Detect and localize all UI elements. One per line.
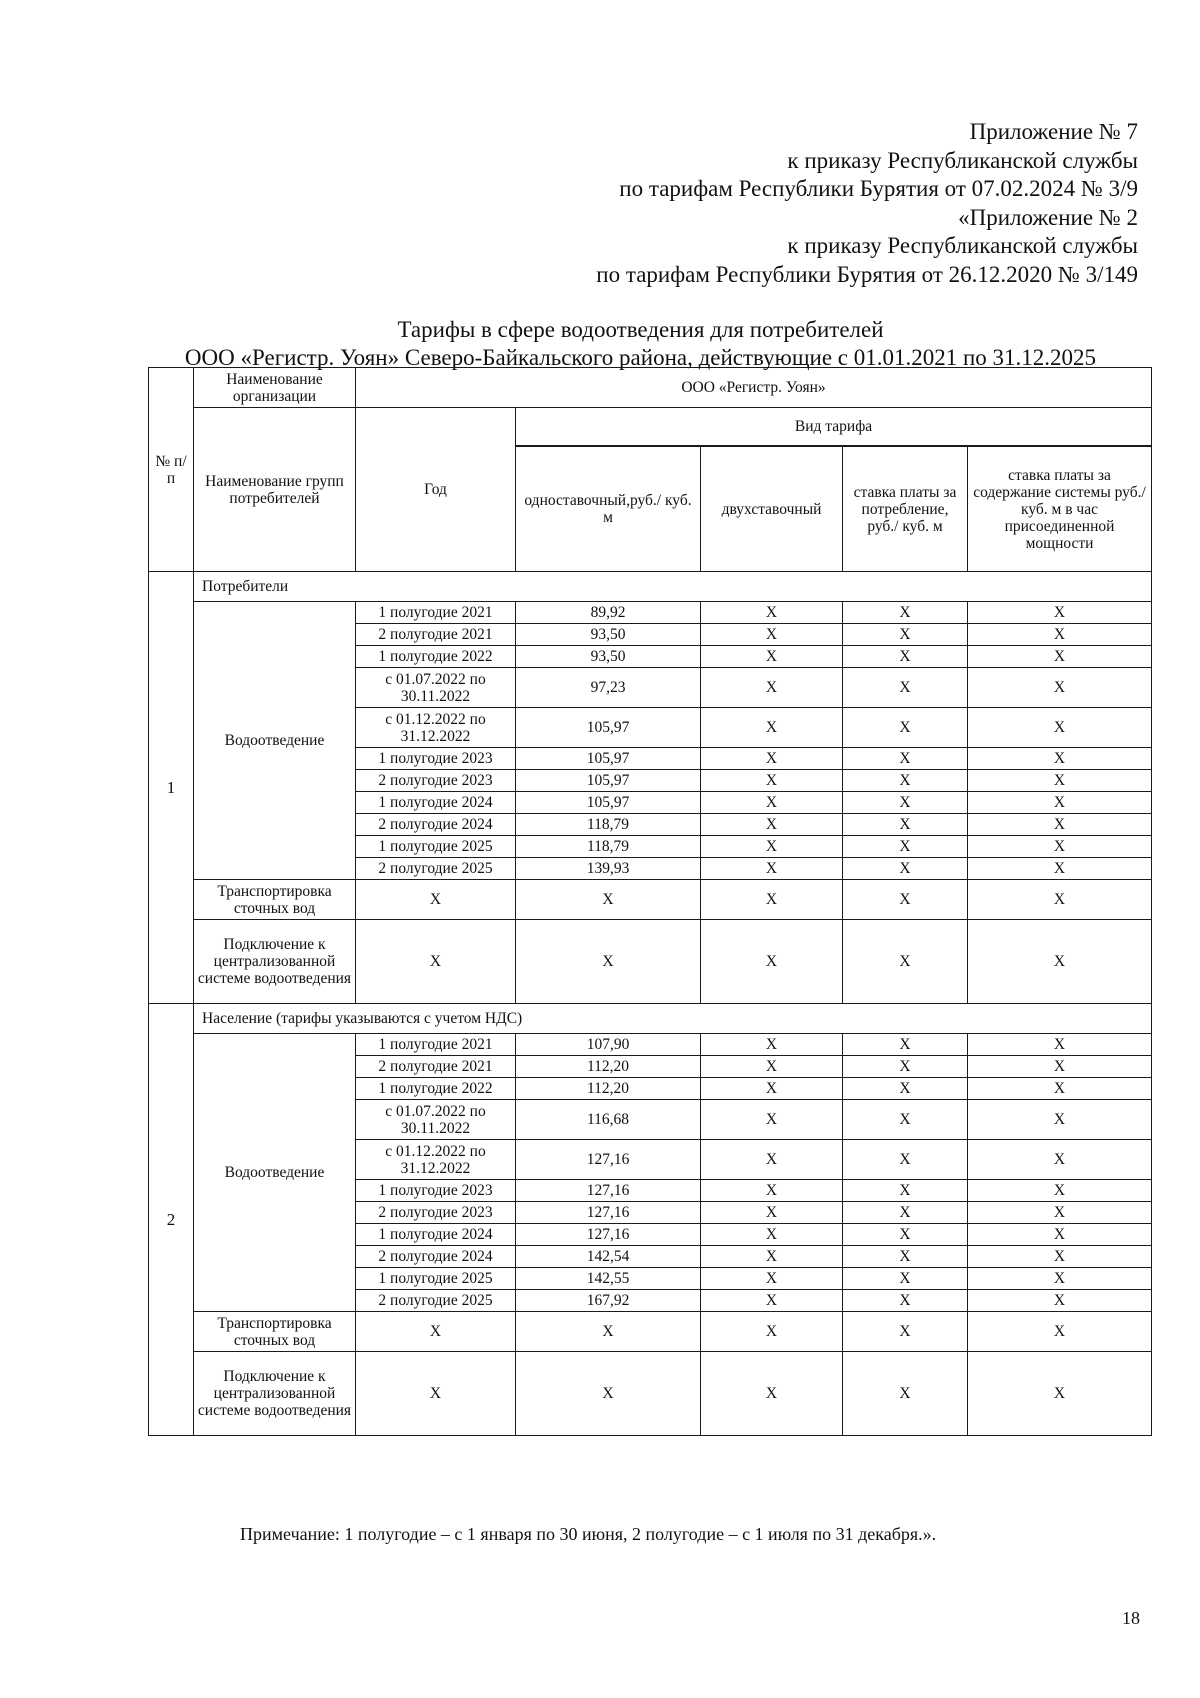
transport-value: X [356,880,516,920]
connection-value: X [843,920,968,1004]
table-row [149,1034,1152,1056]
maintenance-rate: X [968,858,1152,880]
transport-value: X [356,1312,516,1352]
transport-value: X [968,880,1152,920]
maintenance-rate: X [968,646,1152,668]
period: 1 полугодие 2024 [356,792,516,814]
two-part-rate: X [701,748,843,770]
two-part-rate: X [701,1034,843,1056]
table-row [149,602,1152,624]
single-rate: 105,97 [516,770,701,792]
connection-value: X [843,1352,968,1436]
two-part-rate: X [701,1180,843,1202]
consumption-rate: X [843,646,968,668]
period: 2 полугодие 2024 [356,814,516,836]
transport-value: X [701,880,843,920]
tariff-table [148,367,1152,1436]
maintenance-rate: X [968,1290,1152,1312]
period: с 01.07.2022 по 30.11.2022 [356,1100,516,1140]
two-part-rate: X [701,792,843,814]
two-part-rate: X [701,1140,843,1180]
table-row [149,1312,1152,1352]
maintenance-rate: X [968,1100,1152,1140]
table-row [149,1004,1152,1034]
header-line: Приложение № 7 [969,119,1138,144]
title-line-2: ООО «Регистр. Уоян» Северо-Байкальского района, действующие с 01.01.2021 по 31.12.2025 [184,345,1097,370]
transport-label: Транспортировка сточных вод [194,880,356,920]
consumption-rate: X [843,814,968,836]
table-row [149,920,1152,1004]
tariff-table-body [149,368,1152,1436]
connection-value: X [356,1352,516,1436]
period: с 01.12.2022 по 31.12.2022 [356,708,516,748]
group-label: Наименование групп потребителей [194,408,356,572]
tariff-col-single: одноставочный,руб./ куб. м [516,447,701,572]
transport-label: Транспортировка сточных вод [194,1312,356,1352]
single-rate: 127,16 [516,1140,701,1180]
tariff-type-label: Вид тарифа [516,408,1152,446]
transport-value: X [701,1312,843,1352]
maintenance-rate: X [968,836,1152,858]
two-part-rate: X [701,814,843,836]
single-rate: 139,93 [516,858,701,880]
period: 1 полугодие 2024 [356,1224,516,1246]
consumption-rate: X [843,1202,968,1224]
period: 1 полугодие 2023 [356,1180,516,1202]
transport-value: X [968,1312,1152,1352]
period: 1 полугодие 2022 [356,1078,516,1100]
two-part-rate: X [701,708,843,748]
consumption-rate: X [843,836,968,858]
consumption-rate: X [843,1290,968,1312]
period: 2 полугодие 2024 [356,1246,516,1268]
two-part-rate: X [701,858,843,880]
maintenance-rate: X [968,1246,1152,1268]
document-title [148,316,1133,372]
two-part-rate: X [701,1246,843,1268]
consumer-group: Потребители [194,572,1152,602]
single-rate: 105,97 [516,792,701,814]
single-rate: 105,97 [516,708,701,748]
connection-value: X [701,1352,843,1436]
single-rate: 127,16 [516,1180,701,1202]
consumption-rate: X [843,624,968,646]
single-rate: 142,55 [516,1268,701,1290]
single-rate: 93,50 [516,624,701,646]
consumption-rate: X [843,602,968,624]
connection-value: X [516,1352,701,1436]
consumption-rate: X [843,1140,968,1180]
transport-value: X [516,880,701,920]
consumption-rate: X [843,748,968,770]
connection-value: X [968,920,1152,1004]
single-rate: 89,92 [516,602,701,624]
maintenance-rate: X [968,1140,1152,1180]
tariff-col-two-part: двухставочный [701,447,843,572]
period: 2 полугодие 2021 [356,1056,516,1078]
table-row [149,880,1152,920]
single-rate: 118,79 [516,836,701,858]
consumption-rate: X [843,858,968,880]
period: 2 полугодие 2025 [356,1290,516,1312]
connection-value: X [968,1352,1152,1436]
period: 1 полугодие 2025 [356,1268,516,1290]
period: 1 полугодие 2023 [356,748,516,770]
org-label: Наименование организации [194,368,356,408]
maintenance-rate: X [968,1180,1152,1202]
connection-value: X [516,920,701,1004]
two-part-rate: X [701,1202,843,1224]
period: с 01.07.2022 по 30.11.2022 [356,668,516,708]
two-part-rate: X [701,1078,843,1100]
title-line-1: Тарифы в сфере водоотведения для потребителей [397,317,884,342]
maintenance-rate: X [968,1268,1152,1290]
two-part-rate: X [701,1290,843,1312]
tariff-col-consumption: ставка платы за потребление, руб./ куб. м [843,447,968,572]
maintenance-rate: X [968,1224,1152,1246]
period: 2 полугодие 2023 [356,1202,516,1224]
header-line: по тарифам Республики Бурятия от 26.12.2020 № 3/149 [596,261,1138,287]
maintenance-rate: X [968,1202,1152,1224]
period: с 01.12.2022 по 31.12.2022 [356,1140,516,1180]
table-row [149,572,1152,602]
two-part-rate: X [701,668,843,708]
header-line: к приказу Республиканской службы [787,233,1138,258]
period: 1 полугодие 2022 [356,646,516,668]
single-rate: 97,23 [516,668,701,708]
consumer-group: Население (тарифы указываются с учетом НДС) [194,1004,1152,1034]
consumption-rate: X [843,1268,968,1290]
connection-label: Подключение к централизованной системе водоотведения [194,920,356,1004]
maintenance-rate: X [968,668,1152,708]
single-rate: 167,92 [516,1290,701,1312]
single-rate: 118,79 [516,814,701,836]
maintenance-rate: X [968,708,1152,748]
two-part-rate: X [701,1100,843,1140]
single-rate: 107,90 [516,1034,701,1056]
footnote: Примечание: 1 полугодие – с 1 января по 30 июня, 2 полугодие – с 1 июля по 31 декабря.». [240,1524,937,1544]
period: 1 полугодие 2021 [356,602,516,624]
two-part-rate: X [701,770,843,792]
period: 2 полугодие 2021 [356,624,516,646]
maintenance-rate: X [968,814,1152,836]
single-rate: 93,50 [516,646,701,668]
single-rate: 127,16 [516,1202,701,1224]
header-line: к приказу Республиканской службы [787,147,1138,173]
two-part-rate: X [701,624,843,646]
maintenance-rate: X [968,1056,1152,1078]
single-rate: 112,20 [516,1078,701,1100]
maintenance-rate: X [968,624,1152,646]
single-rate: 127,16 [516,1224,701,1246]
transport-value: X [516,1312,701,1352]
period: 2 полугодие 2023 [356,770,516,792]
two-part-rate: X [701,836,843,858]
maintenance-rate: X [968,770,1152,792]
consumption-rate: X [843,708,968,748]
service-name: Водоотведение [194,1034,356,1312]
consumption-rate: X [843,1034,968,1056]
consumption-rate: X [843,1100,968,1140]
consumption-rate: X [843,1224,968,1246]
period: 1 полугодие 2025 [356,836,516,858]
tariff-col-maintenance: ставка платы за содержание системы руб./куб. м в час присоединенной мощности [968,447,1152,572]
maintenance-rate: X [968,748,1152,770]
section-number: 1 [149,572,194,1004]
single-rate: 112,20 [516,1056,701,1078]
consumption-rate: X [843,668,968,708]
header-line: «Приложение № 2 [958,204,1138,230]
connection-label: Подключение к централизованной системе водоотведения [194,1352,356,1436]
two-part-rate: X [701,1268,843,1290]
two-part-rate: X [701,602,843,624]
connection-value: X [356,920,516,1004]
maintenance-rate: X [968,1078,1152,1100]
period: 2 полугодие 2025 [356,858,516,880]
section-number: 2 [149,1004,194,1436]
consumption-rate: X [843,1246,968,1268]
maintenance-rate: X [968,1034,1152,1056]
consumption-rate: X [843,770,968,792]
maintenance-rate: X [968,602,1152,624]
two-part-rate: X [701,646,843,668]
org-name: ООО «Регистр. Уоян» [356,368,1152,408]
appendix-header [596,118,1138,289]
table-row [149,1352,1152,1436]
connection-value: X [701,920,843,1004]
consumption-rate: X [843,792,968,814]
two-part-rate: X [701,1224,843,1246]
header-line: по тарифам Республики Бурятия от 07.02.2024 № 3/9 [619,176,1138,201]
consumption-rate: X [843,1078,968,1100]
maintenance-rate: X [968,792,1152,814]
single-rate: 105,97 [516,748,701,770]
single-rate: 116,68 [516,1100,701,1140]
period: 1 полугодие 2021 [356,1034,516,1056]
year-label: Год [356,408,516,572]
page-number: 18 [1122,1608,1140,1628]
service-name: Водоотведение [194,602,356,880]
consumption-rate: X [843,1056,968,1078]
transport-value: X [843,880,968,920]
single-rate: 142,54 [516,1246,701,1268]
col-num-header: № п/п [149,368,194,572]
two-part-rate: X [701,1056,843,1078]
transport-value: X [843,1312,968,1352]
consumption-rate: X [843,1180,968,1202]
